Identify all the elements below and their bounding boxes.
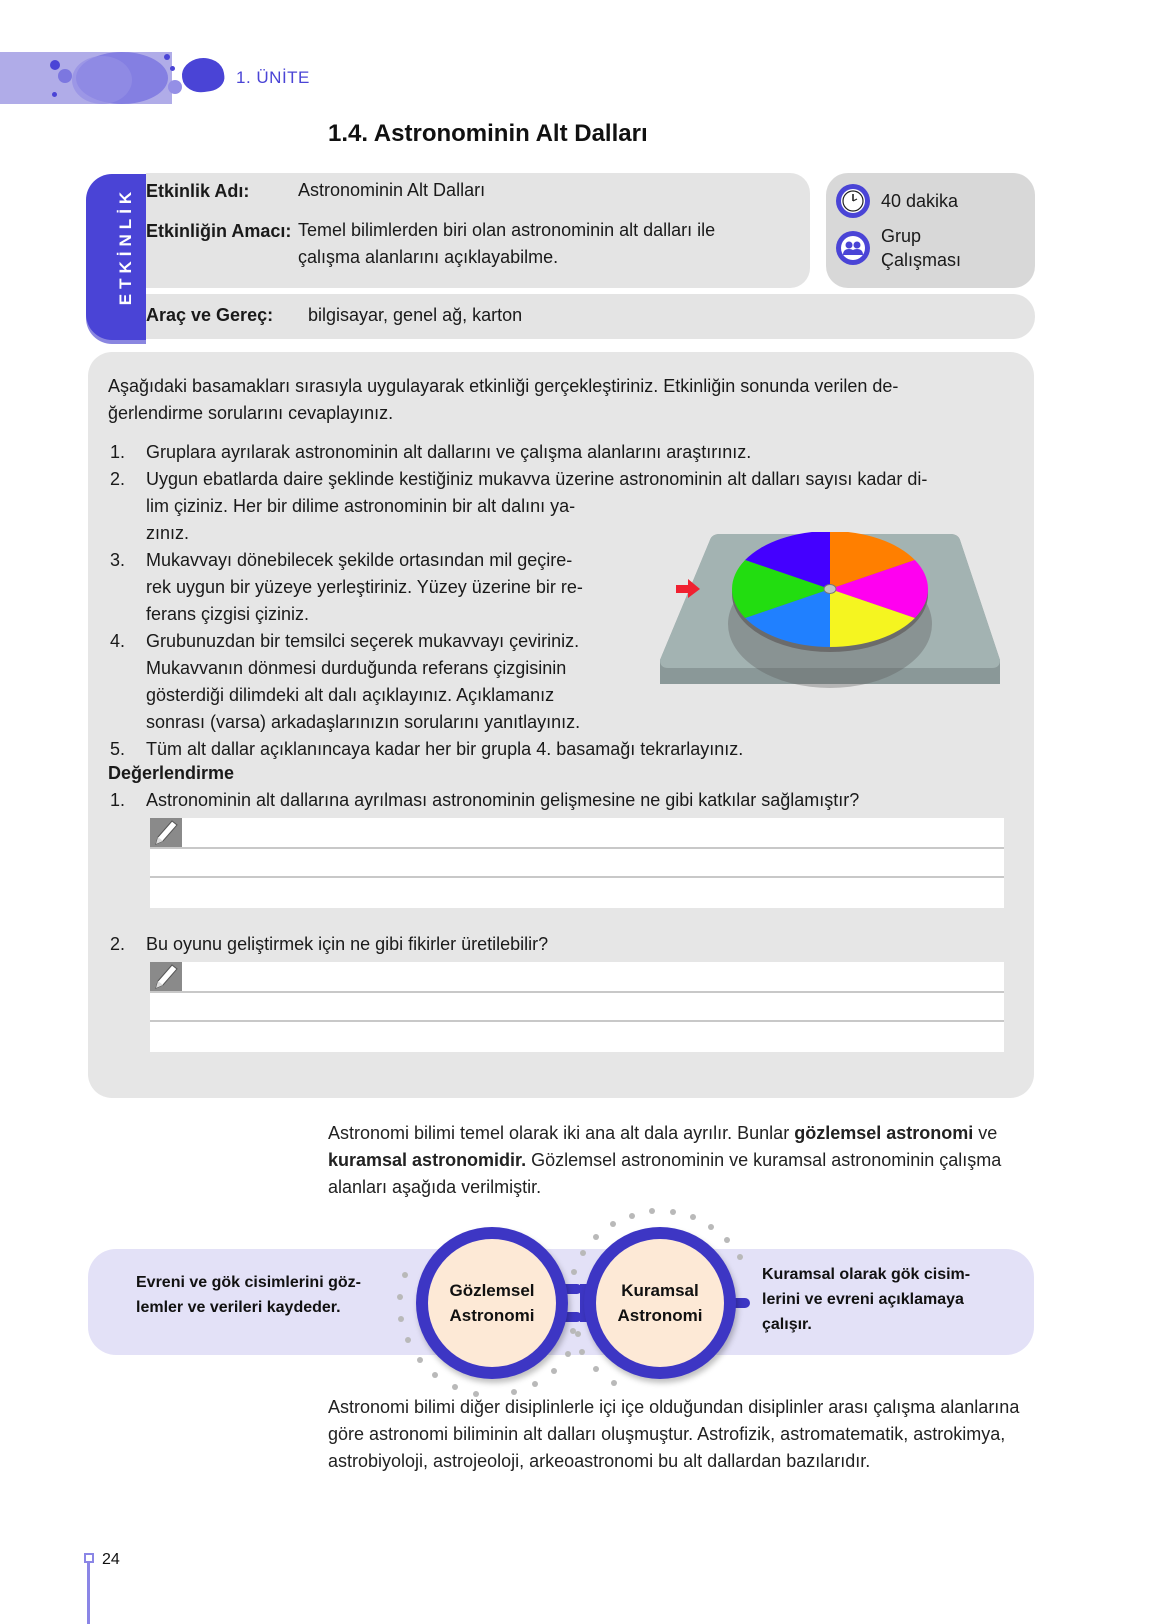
section-title: 1.4. Astronominin Alt Dalları — [328, 120, 648, 147]
activity-name-value: Astronominin Alt Dalları — [298, 180, 486, 200]
decor-dot — [629, 1213, 635, 1219]
pencil-icon — [150, 818, 182, 848]
observational-astronomy-node — [416, 1227, 568, 1379]
decor-dot — [580, 1250, 586, 1256]
description-line: lemler ve verileri kaydeder. — [136, 1299, 341, 1316]
clock-icon — [836, 184, 870, 218]
spinner-axle — [824, 585, 836, 594]
step-line: zınız. — [146, 523, 190, 543]
body-text: Astronomi bilimi temel olarak iki ana alt dala ayrılır. Bunlar — [328, 1123, 795, 1143]
description-line: Kuramsal olarak gök cisim- — [762, 1266, 971, 1283]
answer-line — [150, 876, 1004, 878]
question-text: Bu oyunu geliştirmek için ne gibi fikirler üretilebilir? — [146, 934, 549, 954]
description-line: çalışır. — [762, 1316, 812, 1333]
activity-purpose-key: Etkinliğin Amacı: — [146, 221, 292, 241]
decor-dot — [402, 1272, 408, 1278]
activity-info-box — [146, 173, 810, 288]
body-text: Gözlemsel astronominin ve kuramsal astronominin çalışma alanları aşağıda verilmiştir. — [328, 1150, 1002, 1197]
theoretical-description — [762, 1262, 970, 1337]
decor-dot — [432, 1372, 438, 1378]
step-line: Mukavvanın dönmesi durduğunda referans çizgisinin — [146, 658, 567, 678]
step-line: Uygun ebatlarda daire şeklinde kestiğiniz mukavva üzerine astronominin alt dalları sayısı kadar di- — [146, 469, 928, 489]
duration-text: 40 dakika — [881, 191, 959, 211]
question-number: 1. — [110, 790, 126, 810]
decor-dot — [670, 1209, 676, 1215]
work-mode-line: Çalışması — [881, 250, 962, 270]
activity-purpose-line: Temel bilimlerden biri olan astronominin alt dalları ile — [298, 220, 716, 240]
work-mode-line: Grup — [881, 226, 922, 246]
body-text: ve — [973, 1123, 998, 1143]
node-label: Gözlemsel Astronomi — [449, 1281, 535, 1325]
decor-dot — [532, 1381, 538, 1387]
step-number: 3. — [110, 550, 126, 570]
description-line: lerini ve evreni açıklamaya — [762, 1291, 964, 1308]
activity-meta-box — [826, 173, 1035, 288]
decor-dot — [565, 1351, 571, 1357]
activity-name-key: Etkinlik Adı: — [146, 181, 250, 201]
question-text: Astronominin alt dallarına ayrılması astronominin gelişmesine ne gibi katkılar sağlamıştır? — [146, 790, 860, 810]
decor-dot — [593, 1366, 599, 1372]
step-line: Mukavvayı dönebilecek şekilde ortasından mil geçire- — [146, 550, 573, 570]
intro-line: Aşağıdaki basamakları sırasıyla uygulayarak etkinliği gerçekleştiriniz. Etkinliğin sonunda verilen de- — [108, 376, 899, 396]
body-bold: gözlemsel astronomi — [794, 1123, 974, 1143]
decor-dot — [417, 1357, 423, 1363]
banner-blob — [72, 56, 132, 104]
decor-dot — [708, 1224, 714, 1230]
pencil-icon — [150, 962, 182, 992]
step-line: Grubunuzdan bir temsilci seçerek mukavvayı çeviriniz. — [146, 631, 580, 651]
decor-dot — [593, 1234, 599, 1240]
step-line: rek uygun bir yüzeye yerleştiriniz. Yüzey üzerine bir re- — [146, 577, 583, 597]
decor-dot — [610, 1221, 616, 1227]
banner-dot — [170, 66, 175, 71]
banner-dot — [168, 80, 182, 94]
decor-dot — [690, 1214, 696, 1220]
group-glyph — [841, 236, 865, 260]
activity-tab-label: ETKİNLİK — [116, 186, 136, 306]
spinner-illustration — [650, 532, 1000, 696]
decor-dot — [452, 1384, 458, 1390]
node-label: Kuramsal Astronomi — [617, 1281, 703, 1325]
step-line: Tüm alt dallar açıklanıncaya kadar her bir grupla 4. basamağı tekrarlayınız. — [146, 739, 744, 759]
tools-box — [146, 294, 1035, 339]
step-line: ferans çizgisi çiziniz. — [146, 604, 310, 624]
question-number: 2. — [110, 934, 126, 954]
theoretical-astronomy-node — [584, 1227, 736, 1379]
decor-dot — [397, 1294, 403, 1300]
tools-key: Araç ve Gereç: — [146, 305, 274, 325]
observational-description — [136, 1270, 361, 1320]
answer-area-1[interactable] — [150, 818, 1004, 908]
decor-dot — [570, 1328, 576, 1334]
answer-line — [150, 991, 1004, 993]
description-line: Evreni ve gök cisimlerini göz- — [136, 1274, 361, 1291]
body-paragraph-1 — [328, 1120, 1034, 1201]
step-line: sonrası (varsa) arkadaşlarınızın sorularını yanıtlayınız. — [146, 712, 581, 732]
decor-dot — [737, 1254, 743, 1260]
step-line: Gruplara ayrılarak astronominin alt dallarını ve çalışma alanlarını araştırınız. — [146, 442, 752, 462]
step-number: 4. — [110, 631, 126, 651]
banner-dot — [50, 60, 60, 70]
decor-dot — [579, 1349, 585, 1355]
step-line: lim çiziniz. Her bir dilime astronominin bir alt dalını ya- — [146, 496, 576, 516]
banner-dot — [58, 69, 72, 83]
activity-purpose-line: çalışma alanlarını açıklayabilme. — [298, 247, 559, 267]
decor-dot — [649, 1208, 655, 1214]
page-number: 24 — [102, 1551, 120, 1568]
footer-marker — [84, 1553, 94, 1563]
intro-line: ğerlendirme sorularını cevaplayınız. — [108, 403, 394, 423]
body-paragraph-2: Astronomi bilimi diğer disiplinlerle içi içe olduğundan disiplinler arası çalışma alanlarına göre astronomi biliminin alt dalları oluşmuştur. Astrofizik, astromatematik, astrokimya, astrobiyoloji, astrojeoloji, arkeoastronomi bu alt dallardan bazılarıdır. — [328, 1397, 1020, 1471]
step-line: gösterdiği dilimdeki alt dalı açıklayınız. Açıklamanız — [146, 685, 555, 705]
unit-label: 1. ÜNİTE — [236, 68, 310, 87]
banner-dot — [52, 92, 57, 97]
banner-shape — [0, 52, 172, 104]
answer-line — [150, 1020, 1004, 1022]
step-number: 1. — [110, 442, 126, 462]
banner-dot — [164, 54, 170, 60]
answer-line — [150, 847, 1004, 849]
tools-value: bilgisayar, genel ağ, karton — [308, 305, 523, 325]
decor-dot — [571, 1269, 577, 1275]
clock-face — [841, 189, 865, 213]
body-bold: kuramsal astronomidir. — [328, 1150, 527, 1170]
decor-dot — [611, 1380, 617, 1386]
step-number: 5. — [110, 739, 126, 759]
droplet-icon — [180, 55, 226, 95]
step-number: 2. — [110, 469, 126, 489]
decor-dot — [724, 1237, 730, 1243]
decor-dot — [551, 1368, 557, 1374]
group-icon — [836, 231, 870, 265]
footer-line — [87, 1560, 90, 1624]
answer-area-2[interactable] — [150, 962, 1004, 1052]
evaluation-heading: Değerlendirme — [108, 763, 235, 783]
